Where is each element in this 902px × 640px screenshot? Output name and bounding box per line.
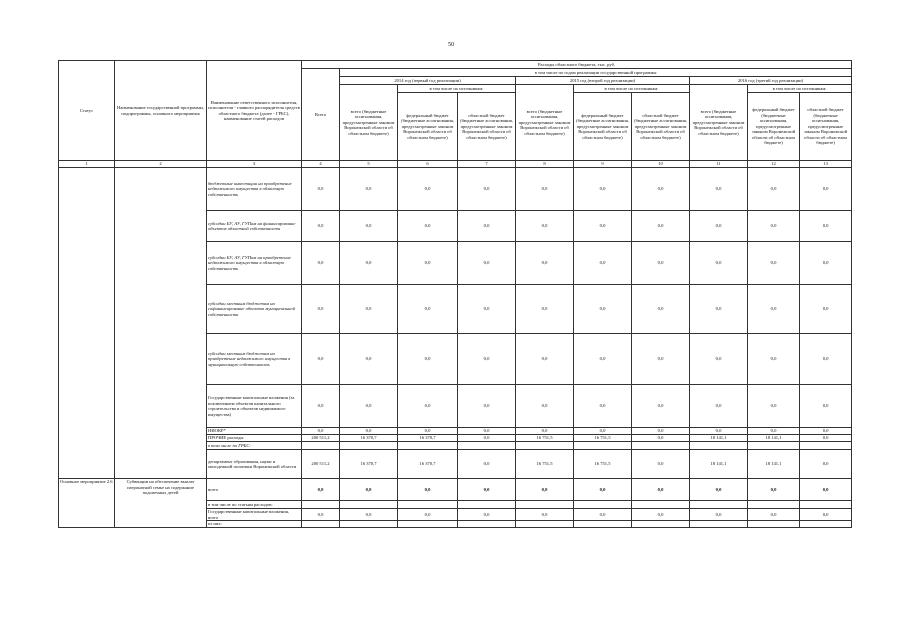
col-number: 2 [115,161,207,168]
empty-cell [690,501,748,509]
header-y3-sources: в том числе по источникам: [748,85,852,93]
header-y2-sources: в том числе по источникам: [574,85,690,93]
empty-cell [340,521,398,528]
value-cell: 0,0 [632,435,690,442]
value-cell: 0,0 [516,479,574,501]
value-cell: 0,0 [574,242,632,285]
col-number: 1 [59,161,115,168]
value-cell: 0,0 [690,334,748,385]
value-cell: 18 141,1 [748,450,800,479]
col-number: 8 [516,161,574,168]
value-cell: 0,0 [800,242,852,285]
value-cell: 0,0 [340,168,398,211]
col-number: 12 [748,161,800,168]
empty-cell [574,501,632,509]
row-label: субсидии местным бюджетам на софинансирование объектов муниципальной собственности [207,285,302,334]
header-y2-fed: федеральный бюджет (бюджетные ассигнования, предусмотренные законом Воронежской области об областном бюджете) [574,93,632,161]
empty-cell [302,521,340,528]
header-y1-fed: федеральный бюджет (бюджетные ассигнования, предусмотренные законом Воронежской области об областном бюджете) [398,93,458,161]
value-cell: 0,0 [632,509,690,521]
value-cell: 0,0 [302,211,340,242]
value-cell: 0,0 [398,285,458,334]
value-cell: 0,0 [458,509,516,521]
empty-cell [748,442,800,450]
value-cell: 0,0 [574,479,632,501]
value-cell: 0,0 [748,509,800,521]
value-cell: 0,0 [574,285,632,334]
value-cell: 0,0 [302,168,340,211]
row-label: субсидии местным бюджетам на приобретение недвижимого имущества в муниципальную собственность [207,334,302,385]
value-cell: 0,0 [690,428,748,435]
empty-cell [516,521,574,528]
empty-cell [800,442,852,450]
row-label: в том числе по статьям расходов: [207,501,302,509]
value-cell: 0,0 [458,334,516,385]
value-cell: 0,0 [302,242,340,285]
col-number: 9 [574,161,632,168]
budget-table [58,60,852,528]
value-cell: 0,0 [340,211,398,242]
value-cell: 18 141,1 [748,435,800,442]
value-cell: 0,0 [302,479,340,501]
value-cell: 0,0 [800,285,852,334]
header-y3-fed: федеральный бюджет (бюджетные ассигнования, предусмотренные законом Воронежской области об областном бюджете) [748,93,800,161]
value-cell: 0,0 [690,168,748,211]
table-row [59,168,852,211]
value-cell: 0,0 [632,334,690,385]
header-year-2014: 2014 год (первый год реализации) [340,77,516,85]
col-number: 11 [690,161,748,168]
value-cell: 0,0 [302,385,340,428]
value-cell: 0,0 [574,509,632,521]
value-cell: 0,0 [690,242,748,285]
row-label: всего [207,479,302,501]
value-cell: 200 511,2 [302,435,340,442]
value-cell: 0,0 [458,385,516,428]
value-cell: 0,0 [516,509,574,521]
value-cell: 16 370,7 [398,435,458,442]
value-cell: 0,0 [398,479,458,501]
value-cell: 0,0 [340,509,398,521]
row-label: субсидии БУ, АУ, ГУПам на финансирование объектов областной собственности [207,211,302,242]
value-cell: 0,0 [748,334,800,385]
value-cell: 0,0 [458,450,516,479]
value-cell: 0,0 [340,285,398,334]
empty-cell [516,501,574,509]
value-cell: 16 751,5 [516,450,574,479]
value-cell: 0,0 [458,242,516,285]
value-cell: 0,0 [748,428,800,435]
value-cell: 0,0 [632,479,690,501]
value-cell: 0,0 [458,435,516,442]
value-cell: 0,0 [800,450,852,479]
value-cell: 0,0 [516,285,574,334]
status-cell-empty [59,168,115,479]
row-label: Государственные капитальные вложения, всего [207,509,302,521]
column-numbers-row [59,161,852,168]
value-cell: 0,0 [458,479,516,501]
header-y3-all: всего (бюджетные ассигнования, предусмотренные законом Воронежской области об областном бюджете) [690,85,748,161]
row-label: в том числе по ГРБС: [207,442,302,450]
header-executor: Наименование ответственного исполнителя, исполнителя - главного распорядителя средств областного бюджета (далее - ГРБС), наименование статей расходов [207,61,302,161]
value-cell: 0,0 [574,428,632,435]
value-cell: 0,0 [398,168,458,211]
value-cell: 0,0 [632,428,690,435]
empty-cell [302,442,340,450]
value-cell: 0,0 [800,211,852,242]
value-cell: 0,0 [458,168,516,211]
value-cell: 0,0 [748,211,800,242]
header-by-years: в том числе по годам реализации государственной программы [340,69,852,77]
header-y1-reg: областной бюджет (бюджетные ассигнования, предусмотренные законом Воронежской области об областном бюджете) [458,93,516,161]
value-cell: 0,0 [516,168,574,211]
col-number: 3 [207,161,302,168]
header-y2-reg: областной бюджет (бюджетные ассигнования, предусмотренные законом Воронежской области об областном бюджете) [632,93,690,161]
empty-cell [574,442,632,450]
value-cell: 0,0 [302,509,340,521]
empty-cell [632,521,690,528]
empty-cell [748,501,800,509]
value-cell: 0,0 [398,242,458,285]
header-status: Статус [59,61,115,161]
table-row [59,479,852,501]
value-cell: 0,0 [340,428,398,435]
row-label: из них: [207,521,302,528]
header-total: Всего [302,69,340,161]
value-cell: 0,0 [690,509,748,521]
row-label: ПРОЧИЕ расходы [207,435,302,442]
value-cell: 0,0 [340,479,398,501]
value-cell: 0,0 [340,242,398,285]
col-number: 13 [800,161,852,168]
value-cell: 16 751,5 [574,450,632,479]
value-cell: 0,0 [340,385,398,428]
value-cell: 16 370,7 [398,450,458,479]
empty-cell [574,521,632,528]
header-name: Наименование государственной программы, подпрограммы, основного мероприятия [115,61,207,161]
header-y1-all: всего (бюджетные ассигнования, предусмотренные законом Воронежской области об областном бюджете) [340,85,398,161]
value-cell: 0,0 [516,334,574,385]
empty-cell [632,501,690,509]
value-cell: 0,0 [800,428,852,435]
value-cell: 0,0 [398,385,458,428]
empty-cell [458,501,516,509]
value-cell: 18 141,1 [690,450,748,479]
value-cell: 0,0 [632,168,690,211]
value-cell: 0,0 [690,285,748,334]
value-cell: 0,0 [302,334,340,385]
value-cell: 0,0 [574,168,632,211]
row-label: Государственные капитальные вложения (за исключением объектов капитального строительства и объектов недвижимого имущества) [207,385,302,428]
header-year-2016: 2016 год (третий год реализации) [690,77,852,85]
value-cell: 0,0 [302,428,340,435]
value-cell: 0,0 [800,479,852,501]
col-number: 10 [632,161,690,168]
value-cell: 0,0 [748,168,800,211]
empty-cell [398,521,458,528]
value-cell: 0,0 [632,450,690,479]
empty-cell [748,521,800,528]
col-number: 5 [340,161,398,168]
value-cell: 0,0 [800,509,852,521]
header-y2-all: всего (бюджетные ассигнования, предусмотренные законом Воронежской области об областном бюджете) [516,85,574,161]
value-cell: 18 141,1 [690,435,748,442]
value-cell: 0,0 [632,285,690,334]
value-cell: 0,0 [690,385,748,428]
value-cell: 0,0 [398,211,458,242]
header-expenses-title: Расходы областного бюджета, тыс. руб. [302,61,852,69]
value-cell: 0,0 [748,285,800,334]
empty-cell [340,442,398,450]
value-cell: 0,0 [690,211,748,242]
col-number: 7 [458,161,516,168]
header-y3-reg: областной бюджет (бюджетные ассигнования, предусмотренные законом Воронежской области об областном бюджете) [800,93,852,161]
empty-cell [458,521,516,528]
value-cell: 0,0 [458,428,516,435]
value-cell: 16 751,5 [516,435,574,442]
name-cell-empty [115,168,207,479]
value-cell: 16 370,7 [340,435,398,442]
value-cell: 0,0 [398,428,458,435]
row-label: бюджетные инвестиции на приобретение недвижимого имущества в областную собственность [207,168,302,211]
value-cell: 16 370,7 [340,450,398,479]
value-cell: 0,0 [516,242,574,285]
value-cell: 0,0 [574,385,632,428]
value-cell: 0,0 [458,285,516,334]
row-label: субсидии БУ, АУ, ГУПам на приобретение недвижимого имущества в областную собственность [207,242,302,285]
value-cell: 0,0 [516,428,574,435]
empty-cell [690,442,748,450]
empty-cell [398,442,458,450]
value-cell: 0,0 [800,168,852,211]
empty-cell [632,442,690,450]
value-cell: 0,0 [748,385,800,428]
value-cell: 0,0 [632,242,690,285]
value-cell: 0,0 [800,435,852,442]
value-cell: 0,0 [574,211,632,242]
empty-cell [398,501,458,509]
empty-cell [458,442,516,450]
value-cell: 0,0 [302,285,340,334]
value-cell: 16 751,5 [574,435,632,442]
value-cell: 200 511,2 [302,450,340,479]
header-y1-sources: в том числе по источникам: [398,85,516,93]
value-cell: 0,0 [458,211,516,242]
page-number: 50 [448,42,454,48]
measure-status: Основное мероприятие 2.6 [59,479,115,528]
header-year-2015: 2015 год (второй год реализации) [516,77,690,85]
empty-cell [516,442,574,450]
empty-cell [302,501,340,509]
row-label: департамент образования, науки и молодежной политики Воронежской области [207,450,302,479]
empty-cell [800,521,852,528]
value-cell: 0,0 [516,211,574,242]
col-number: 6 [398,161,458,168]
value-cell: 0,0 [574,334,632,385]
value-cell: 0,0 [398,509,458,521]
value-cell: 0,0 [632,211,690,242]
value-cell: 0,0 [340,334,398,385]
value-cell: 0,0 [800,385,852,428]
value-cell: 0,0 [690,479,748,501]
value-cell: 0,0 [748,242,800,285]
measure-name: Субвенции на обеспечение выплат патронатной семье на содержание подопечных детей [115,479,207,528]
empty-cell [340,501,398,509]
value-cell: 0,0 [398,334,458,385]
value-cell: 0,0 [748,479,800,501]
empty-cell [690,521,748,528]
value-cell: 0,0 [632,385,690,428]
col-number: 4 [302,161,340,168]
row-label: НИОКР* [207,428,302,435]
empty-cell [800,501,852,509]
value-cell: 0,0 [516,385,574,428]
value-cell: 0,0 [800,334,852,385]
